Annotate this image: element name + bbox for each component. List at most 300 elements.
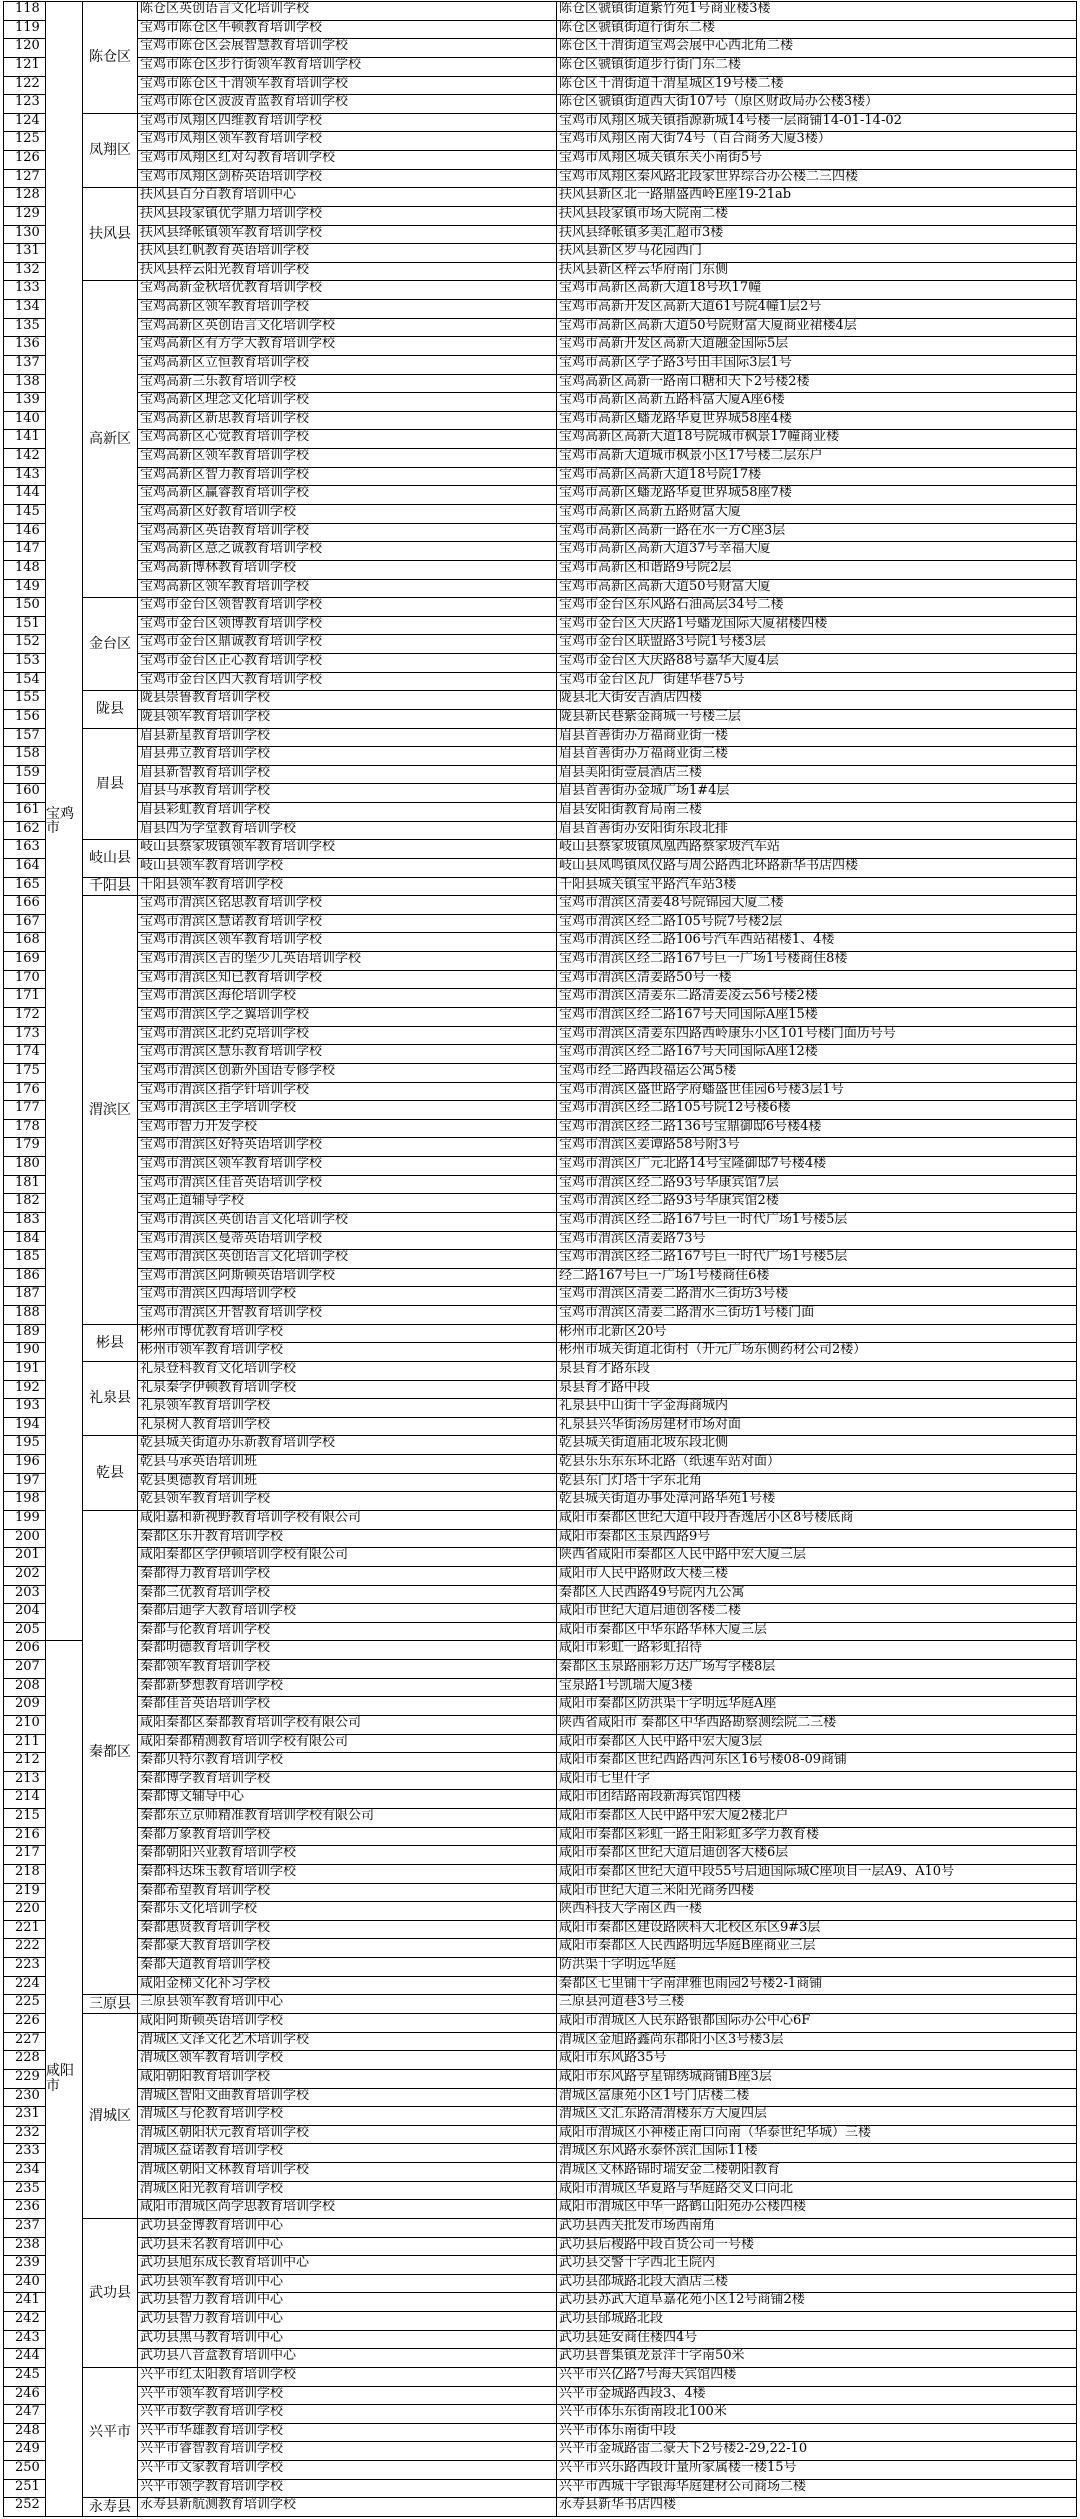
institution-address: 宝鸡市高新区高新大道18号玖17幢 <box>556 280 1077 300</box>
district-cell: 礼泉县 <box>82 1361 138 1437</box>
row-number: 166 <box>3 895 46 915</box>
row-number: 185 <box>3 1249 46 1269</box>
institution-address: 陈仓区千渭街道千渭星城区19号楼二楼 <box>556 76 1077 96</box>
row-number: 123 <box>3 94 46 114</box>
row-number: 135 <box>3 318 46 338</box>
institution-address: 宝鸡市凤翔区城关镇指源新城14号楼一层商铺14-01-14-02 <box>556 113 1077 133</box>
institution-address: 宝鸡市渭滨区清姜东二路清姜凌云56号楼2楼 <box>556 988 1077 1008</box>
institution-address: 武功县后稷路中段百货公司一号楼 <box>556 2237 1077 2257</box>
institution-name: 扶风县段家镇优学鼎力培训学校 <box>137 206 557 226</box>
institution-address: 宝鸡市渭滨区盛世路学府蟠盛世佳园6号楼3层1号 <box>556 1082 1077 1102</box>
institution-name: 扶风县梓云阳光教育培训学校 <box>137 262 557 282</box>
institution-address: 宝鸡市渭滨区广元北路14号宝隆御邸7号楼4楼 <box>556 1156 1077 1176</box>
row-number: 196 <box>3 1454 46 1474</box>
institution-address: 咸阳市秦都区彩虹一路王阳彩虹多学力教育楼 <box>556 1827 1077 1847</box>
district-cell: 永寿县 <box>82 2497 138 2517</box>
institution-name: 兴平市睿智教育培训学校 <box>137 2441 557 2461</box>
district-cell: 金台区 <box>82 597 138 691</box>
row-number: 245 <box>3 2367 46 2387</box>
row-number: 195 <box>3 1435 46 1455</box>
institution-address: 渭城区富康苑小区1号门店楼二楼 <box>556 2088 1077 2108</box>
row-number: 238 <box>3 2237 46 2257</box>
institution-address: 防洪渠十字明远华庭 <box>556 1957 1077 1977</box>
row-number: 178 <box>3 1119 46 1139</box>
institution-name: 宝鸡高新区立恒教育培训学校 <box>137 355 557 375</box>
institution-address: 眉县首善街办金城广场1#4层 <box>556 783 1077 803</box>
district-cell: 凤翔区 <box>82 113 138 189</box>
row-number: 252 <box>3 2497 46 2517</box>
institution-name: 宝鸡市渭滨区慧诺教育培训学校 <box>137 914 557 934</box>
row-number: 248 <box>3 2423 46 2443</box>
institution-address: 泉县育才路中段 <box>556 1380 1077 1400</box>
institution-name: 咸阳金梯文化补习学校 <box>137 1976 557 1996</box>
institution-address: 陇县新民巷紫金商城一号楼三层 <box>556 709 1077 729</box>
row-number: 208 <box>3 1678 46 1698</box>
row-number: 240 <box>3 2274 46 2294</box>
institution-address: 眉县首善街办万福商业街三楼 <box>556 746 1077 766</box>
row-number: 120 <box>3 38 46 58</box>
institution-name: 彬州市博优教育培训学校 <box>137 1324 557 1344</box>
institution-address: 宝鸡市高新区高新五路科富大厦A座6楼 <box>556 392 1077 412</box>
institution-name: 眉县新智教育培训学校 <box>137 765 557 785</box>
row-number: 213 <box>3 1771 46 1791</box>
institution-address: 宝鸡市渭滨区清姜48号院锦园大厦二楼 <box>556 895 1077 915</box>
institution-address: 宝鸡市渭滨区清姜二路渭水三街坊1号楼门面 <box>556 1305 1077 1325</box>
row-number: 227 <box>3 2032 46 2052</box>
institution-name: 宝鸡高新区新思教育培训学校 <box>137 411 557 431</box>
institution-name: 陇县领军教育培训学校 <box>137 709 557 729</box>
institution-address: 宝鸡市金台区大庆路88号嘉华大厦4层 <box>556 653 1077 673</box>
institution-name: 宝鸡市金台区正心教育培训学校 <box>137 653 557 673</box>
institution-address: 眉县美阳街壹晨酒店三楼 <box>556 765 1077 785</box>
institution-address: 咸阳市渭城区小神楼正南口向南（华泰世纪华城）三楼 <box>556 2125 1077 2145</box>
institution-address: 经二路167号巨一广场1号楼商住6楼 <box>556 1268 1077 1288</box>
institution-name: 武功县旭东成长教育培训中心 <box>137 2255 557 2275</box>
row-number: 194 <box>3 1417 46 1437</box>
institution-address: 岐山县蔡家坡镇凤凰西路蔡家坡汽车站 <box>556 839 1077 859</box>
institution-name: 宝鸡高新区领军教育培训学校 <box>137 299 557 319</box>
row-number: 127 <box>3 169 46 189</box>
row-number: 132 <box>3 262 46 282</box>
row-number: 162 <box>3 821 46 841</box>
row-number: 137 <box>3 355 46 375</box>
institution-address: 兴平市金城路西段3、4楼 <box>556 2386 1077 2406</box>
institution-address: 渭城区文汇东路清渭楼东方大厦四层 <box>556 2106 1077 2126</box>
row-number: 241 <box>3 2292 46 2312</box>
institution-address: 宝鸡市渭滨区清姜二路渭水三街坊3号楼 <box>556 1286 1077 1306</box>
row-number: 207 <box>3 1659 46 1679</box>
row-number: 146 <box>3 523 46 543</box>
district-cell: 渭滨区 <box>82 895 138 1324</box>
institution-name: 宝鸡市金台区领智教育培训学校 <box>137 597 557 617</box>
institution-address: 秦都区七里铺十字南津雅也雨园2号楼2-1商铺 <box>556 1976 1077 1996</box>
row-number: 211 <box>3 1734 46 1754</box>
row-number: 244 <box>3 2348 46 2368</box>
institution-name: 宝鸡高新区心觉教育培训学校 <box>137 429 557 449</box>
institution-name: 宝鸡市陈仓区步行街领军教育培训学校 <box>137 57 557 77</box>
institution-name: 武功县八音盒教育培训中心 <box>137 2348 557 2368</box>
institution-address: 彬州市北新区20号 <box>556 1324 1077 1344</box>
institution-name: 武功县智力教育培训中心 <box>137 2292 557 2312</box>
row-number: 250 <box>3 2460 46 2480</box>
row-number: 179 <box>3 1137 46 1157</box>
institution-name: 秦都贝特尔教育培训学校 <box>137 1752 557 1772</box>
institution-name: 渭城区文泽文化艺术培训学校 <box>137 2032 557 2052</box>
institution-address: 宝鸡市凤翔区秦风路北段家世界综合办公楼二三四楼 <box>556 169 1077 189</box>
institution-name: 宝鸡高新区领军教育培训学校 <box>137 579 557 599</box>
institution-name: 乾县城关街道办乐新教育培训学校 <box>137 1435 557 1455</box>
institution-address: 陕西省咸阳市 秦都区中华西路勘察测绘院二三楼 <box>556 1715 1077 1735</box>
row-number: 233 <box>3 2143 46 2163</box>
row-number: 143 <box>3 467 46 487</box>
institution-name: 宝鸡高新区智力教育培训学校 <box>137 467 557 487</box>
institution-address: 宝鸡市高新区高新五路财富大厦 <box>556 504 1077 524</box>
institution-address: 武功县延安商住楼四4号 <box>556 2330 1077 2350</box>
row-number: 163 <box>3 839 46 859</box>
institution-name: 宝鸡市渭滨区学之翼培训学校 <box>137 1007 557 1027</box>
institution-name: 秦都乐文化培训学校 <box>137 1901 557 1921</box>
institution-address: 宝鸡市渭滨区清姜路73号 <box>556 1231 1077 1251</box>
institution-address: 咸阳市秦都区世纪西路西河东区16号楼08-09商铺 <box>556 1752 1077 1772</box>
district-cell: 彬县 <box>82 1324 138 1362</box>
institution-address: 陕西省咸阳市秦都区人民中路中宏大厦三层 <box>556 1547 1077 1567</box>
institution-address: 三原县河道巷3号三楼 <box>556 1994 1077 2014</box>
institution-name: 宝鸡市渭滨区领军教育培训学校 <box>137 932 557 952</box>
institution-name: 宝鸡市陈仓区牛顿教育培训学校 <box>137 20 557 40</box>
institution-address: 武功县普集镇龙景洋十字南50米 <box>556 2348 1077 2368</box>
institution-name: 陈仓区英创语言文化培训学校 <box>137 1 557 21</box>
institution-name: 咸阳阿斯顿英语培训学校 <box>137 2013 557 2033</box>
institution-address: 宝泉路1号凯瑞大厦3楼 <box>556 1678 1077 1698</box>
institution-address: 兴平市兴亿路7号海天宾馆四楼 <box>556 2367 1077 2387</box>
institution-address: 宝鸡市高新大道城市枫景小区17号楼二层东户 <box>556 448 1077 468</box>
row-number: 191 <box>3 1361 46 1381</box>
row-number: 161 <box>3 802 46 822</box>
institution-address: 宝鸡市凤翔区南大街74号（百合商务大厦3楼） <box>556 131 1077 151</box>
institution-name: 宝鸡市渭滨区好特英语培训学校 <box>137 1137 557 1157</box>
row-number: 188 <box>3 1305 46 1325</box>
institution-address: 乾县乐乐东东环北路（纸速车站对面） <box>556 1454 1077 1474</box>
row-number: 150 <box>3 597 46 617</box>
institution-address: 眉县首善街办安阳街东段北排 <box>556 821 1077 841</box>
institution-name: 扶风县绛帐镇领军教育培训学校 <box>137 225 557 245</box>
institution-address: 咸阳市团结路南段新海宾馆四楼 <box>556 1789 1077 1809</box>
row-number: 222 <box>3 1938 46 1958</box>
institution-address: 陈仓区虢镇街道行街东二楼 <box>556 20 1077 40</box>
institution-address: 眉县首善街办万福商业街一楼 <box>556 728 1077 748</box>
institution-name: 陇县崇鲁教育培训学校 <box>137 690 557 710</box>
row-number: 186 <box>3 1268 46 1288</box>
institution-name: 永寿县新航测教育培训学校 <box>137 2497 557 2517</box>
row-number: 156 <box>3 709 46 729</box>
row-number: 199 <box>3 1510 46 1530</box>
institution-name: 渭城区领军教育培训学校 <box>137 2050 557 2070</box>
row-number: 173 <box>3 1026 46 1046</box>
institution-address: 陈仓区虢镇街道步行街门东二楼 <box>556 57 1077 77</box>
institution-address: 宝鸡市高新区高新大道50号院财富大厦商业裙楼4层 <box>556 318 1077 338</box>
institution-name: 秦都希望教育培训学校 <box>137 1883 557 1903</box>
row-number: 242 <box>3 2311 46 2331</box>
institution-address: 宝鸡市渭滨区清姜东四路西岭康乐小区101号楼门面历号号 <box>556 1026 1077 1046</box>
row-number: 187 <box>3 1286 46 1306</box>
row-number: 125 <box>3 131 46 151</box>
row-number: 235 <box>3 2181 46 2201</box>
row-number: 168 <box>3 932 46 952</box>
row-number: 170 <box>3 970 46 990</box>
institution-name: 宝鸡市渭滨区指学针培训学校 <box>137 1082 557 1102</box>
institution-name: 秦都得力教育培训学校 <box>137 1566 557 1586</box>
institution-address: 宝鸡市高新区高新大道50号财富大厦 <box>556 579 1077 599</box>
institution-address: 扶风县新区罗马花园西门 <box>556 243 1077 263</box>
institution-address: 武功县邰城路北段 <box>556 2311 1077 2331</box>
row-number: 118 <box>3 1 46 21</box>
row-number: 181 <box>3 1175 46 1195</box>
institution-name: 兴平市红太阳教育培训学校 <box>137 2367 557 2387</box>
row-number: 122 <box>3 76 46 96</box>
institution-address: 千阳县城关镇宝平路汽车站3楼 <box>556 877 1077 897</box>
institution-address: 宝鸡市高新开发区高新大道61号院4幢1层2号 <box>556 299 1077 319</box>
institution-name: 宝鸡市凤翔区领军教育培训学校 <box>137 131 557 151</box>
institution-name: 宝鸡市渭滨区北约克培训学校 <box>137 1026 557 1046</box>
row-number: 226 <box>3 2013 46 2033</box>
institution-address: 咸阳市秦都区世纪大道中段55号启迪国际城C座项目一层A9、A10号 <box>556 1864 1077 1884</box>
institution-name: 眉县四为学堂教育培训学校 <box>137 821 557 841</box>
institution-name: 千阳县领军教育培训学校 <box>137 877 557 897</box>
institution-address: 宝鸡市凤翔区城关镇东关小南街5号 <box>556 150 1077 170</box>
institution-name: 兴平市文家教育培训学校 <box>137 2460 557 2480</box>
institution-address: 礼泉县中山街十字金海商城内 <box>556 1398 1077 1418</box>
institution-address: 咸阳市秦都区中华东路华林大厦三层 <box>556 1622 1077 1642</box>
institution-name: 秦都朝阳兴业教育培训学校 <box>137 1845 557 1865</box>
row-number: 140 <box>3 411 46 431</box>
institution-name: 三原县领军教育培训中心 <box>137 1994 557 2014</box>
institution-address: 咸阳市彩虹一路彩虹招待 <box>556 1640 1077 1660</box>
institution-name: 兴平市数学教育培训学校 <box>137 2404 557 2424</box>
institution-address: 乾县城关街道庙北坡东段北侧 <box>556 1435 1077 1455</box>
row-number: 121 <box>3 57 46 77</box>
row-number: 171 <box>3 988 46 1008</box>
institution-address: 宝鸡市渭滨区经二路167号巨一时代广场1号楼5层 <box>556 1212 1077 1232</box>
institution-address: 宝鸡市渭滨区经二路167号天同国际A座15楼 <box>556 1007 1077 1027</box>
institution-name: 咸阳市渭城区尚学思教育培训学校 <box>137 2199 557 2219</box>
institution-address: 渭城区文林路锦时瑞安金二楼朝阳教育 <box>556 2162 1077 2182</box>
institution-address: 咸阳市渭城区华夏路与华庭路交叉口向北 <box>556 2181 1077 2201</box>
institution-address: 扶风县新区北一路鼎盛西岭E座19-21ab <box>556 187 1077 207</box>
institution-address: 扶风县绛帐镇多美汇超市3楼 <box>556 225 1077 245</box>
institution-address: 乾县东门灯塔十字东北角 <box>556 1473 1077 1493</box>
institution-name: 礼泉树人教育培训学校 <box>137 1417 557 1437</box>
institution-name: 宝鸡正道辅导学校 <box>137 1193 557 1213</box>
institution-address: 宝鸡市渭滨区姜谭路58号附3号 <box>556 1137 1077 1157</box>
institution-address: 渭城区东风路永泰怀滨汇国际11楼 <box>556 2143 1077 2163</box>
institution-name: 礼泉秦学伊顿教育培训学校 <box>137 1380 557 1400</box>
row-number: 243 <box>3 2330 46 2350</box>
institution-name: 宝鸡市渭滨区铭思教育培训学校 <box>137 895 557 915</box>
institution-name: 渭城区益诺教育培训学校 <box>137 2143 557 2163</box>
row-number: 230 <box>3 2088 46 2108</box>
institution-name: 秦都天道教育培训学校 <box>137 1957 557 1977</box>
institution-address: 宝鸡市渭滨区经二路136号宝鼎御邸6号楼4楼 <box>556 1119 1077 1139</box>
city-cell: 宝鸡市 <box>45 1 83 1641</box>
institution-name: 宝鸡市金台区四大教育培训学校 <box>137 672 557 692</box>
institution-name: 宝鸡高新区领军教育培训学校 <box>137 448 557 468</box>
institution-name: 宝鸡高新三乐教育培训学校 <box>137 374 557 394</box>
institution-address: 兴平市体乐南街中段 <box>556 2423 1077 2443</box>
row-number: 119 <box>3 20 46 40</box>
institution-address: 陈仓区虢镇街道西大街107号（原区财政局办公楼3楼） <box>556 94 1077 114</box>
institution-name: 宝鸡市渭滨区知已教育培训学校 <box>137 970 557 990</box>
row-number: 228 <box>3 2050 46 2070</box>
row-number: 251 <box>3 2479 46 2499</box>
row-number: 214 <box>3 1789 46 1809</box>
institution-address: 彬州市城关街道北街村（开元广场东侧药材公司2楼） <box>556 1342 1077 1362</box>
institution-address: 宝鸡高新区高新大道18号院城市枫景17幢商业楼 <box>556 429 1077 449</box>
institution-name: 武功县金博教育培训中心 <box>137 2218 557 2238</box>
row-number: 192 <box>3 1380 46 1400</box>
institution-address: 咸阳市秦都区玉泉西路9号 <box>556 1529 1077 1549</box>
institution-name: 宝鸡市凤翔区四维教育培训学校 <box>137 113 557 133</box>
institution-name: 武功县未名教育培训中心 <box>137 2237 557 2257</box>
row-number: 236 <box>3 2199 46 2219</box>
institution-name: 秦都明德教育培训学校 <box>137 1640 557 1660</box>
row-number: 136 <box>3 336 46 356</box>
row-number: 224 <box>3 1976 46 1996</box>
institution-name: 秦都领军教育培训学校 <box>137 1659 557 1679</box>
row-number: 203 <box>3 1585 46 1605</box>
row-number: 223 <box>3 1957 46 1977</box>
row-number: 155 <box>3 690 46 710</box>
row-number: 133 <box>3 280 46 300</box>
institution-name: 宝鸡市智力开发学校 <box>137 1119 557 1139</box>
district-cell: 千阳县 <box>82 877 138 897</box>
institution-name: 宝鸡市陈仓区会展智慧教育培训学校 <box>137 38 557 58</box>
row-number: 219 <box>3 1883 46 1903</box>
row-number: 153 <box>3 653 46 673</box>
institution-name: 宝鸡高新区英语教育培训学校 <box>137 523 557 543</box>
institution-address: 兴平市兴乐路西段计量所家属楼一楼15号 <box>556 2460 1077 2480</box>
institution-address: 宝鸡市渭滨区经二路167号巨一时代广场1号楼5层 <box>556 1249 1077 1269</box>
row-number: 231 <box>3 2106 46 2126</box>
row-number: 204 <box>3 1603 46 1623</box>
row-number: 217 <box>3 1845 46 1865</box>
institution-address: 咸阳市人民中路财政大楼三楼 <box>556 1566 1077 1586</box>
institution-name: 宝鸡高新区赢睿教育培训学校 <box>137 485 557 505</box>
institution-address: 咸阳市东风路35号 <box>556 2050 1077 2070</box>
institution-address: 咸阳市七里什字 <box>556 1771 1077 1791</box>
row-number: 169 <box>3 951 46 971</box>
row-number: 124 <box>3 113 46 133</box>
institution-name: 宝鸡市渭滨区慧乐教育培训学校 <box>137 1044 557 1064</box>
institution-address: 乾县城关街道办事处漳河路华苑1号楼 <box>556 1491 1077 1511</box>
row-number: 145 <box>3 504 46 524</box>
institution-address: 兴平市体乐东街南段北100米 <box>556 2404 1077 2424</box>
institution-address: 渭城区金旭路鑫尚东郡阳小区3号楼3层 <box>556 2032 1077 2052</box>
institution-name: 咸阳秦都精测教育培训学校有限公司 <box>137 1734 557 1754</box>
row-number: 157 <box>3 728 46 748</box>
institution-name: 宝鸡市渭滨区英创语言文化培训学校 <box>137 1212 557 1232</box>
row-number: 130 <box>3 225 46 245</box>
row-number: 216 <box>3 1827 46 1847</box>
row-number: 175 <box>3 1063 46 1083</box>
district-cell: 眉县 <box>82 728 138 841</box>
institution-address: 武功县西关批发市场西南角 <box>556 2218 1077 2238</box>
institution-address: 咸阳市世纪大道三米阳光商务四楼 <box>556 1883 1077 1903</box>
row-number: 184 <box>3 1231 46 1251</box>
institution-address: 宝鸡市高新区高新大道18号院17楼 <box>556 467 1077 487</box>
row-number: 193 <box>3 1398 46 1418</box>
institution-name: 宝鸡市渭滨区海伦培训学校 <box>137 988 557 1008</box>
institution-address: 咸阳市世纪大道启迪创客楼二楼 <box>556 1603 1077 1623</box>
institution-name: 宝鸡高新区好教育培训学校 <box>137 504 557 524</box>
row-number: 149 <box>3 579 46 599</box>
institution-address: 陕西科技大学南区西一楼 <box>556 1901 1077 1921</box>
institution-address: 陇县北大街安吉酒店四楼 <box>556 690 1077 710</box>
institution-name: 岐山县领军教育培训学校 <box>137 858 557 878</box>
row-number: 126 <box>3 150 46 170</box>
district-cell: 渭城区 <box>82 2013 138 2219</box>
institution-name: 宝鸡高新区理念文化培训学校 <box>137 392 557 412</box>
institution-address: 咸阳市秦都区世纪大道中段丹香逸居小区8号楼底商 <box>556 1510 1077 1530</box>
institution-address: 宝鸡市金台区瓦厂街建华巷75号 <box>556 672 1077 692</box>
row-number: 151 <box>3 616 46 636</box>
institution-name: 宝鸡市渭滨区英创语言文化培训学校 <box>137 1249 557 1269</box>
row-number: 239 <box>3 2255 46 2275</box>
institution-name: 宝鸡市渭滨区佳音英语培训学校 <box>137 1175 557 1195</box>
institution-name: 秦都万象教育培训学校 <box>137 1827 557 1847</box>
institution-name: 秦都博学教育培训学校 <box>137 1771 557 1791</box>
institution-name: 咸阳朝阳教育培训学校 <box>137 2069 557 2089</box>
institution-name: 秦都博文辅导中心 <box>137 1789 557 1809</box>
institution-name: 扶风县红帆教育英语培训学校 <box>137 243 557 263</box>
institution-name: 咸阳嘉和新视野教育培训学校有限公司 <box>137 1510 557 1530</box>
institution-address: 宝鸡市高新区蟠龙路华夏世界城58座7楼 <box>556 485 1077 505</box>
institution-name: 渭城区与伦教育培训学校 <box>137 2106 557 2126</box>
district-cell: 扶风县 <box>82 187 138 281</box>
institution-name: 咸阳秦都区学伊顿培训学校有限公司 <box>137 1547 557 1567</box>
institution-address: 岐山县凤鸣镇凤仪路与周公路西北环路新华书店四楼 <box>556 858 1077 878</box>
district-cell: 陈仓区 <box>82 1 138 114</box>
row-number: 201 <box>3 1547 46 1567</box>
row-number: 212 <box>3 1752 46 1772</box>
row-number: 148 <box>3 560 46 580</box>
institution-name: 武功县智力教育培训中心 <box>137 2311 557 2331</box>
row-number: 177 <box>3 1100 46 1120</box>
institution-name: 宝鸡市渭滨区四海培训学校 <box>137 1286 557 1306</box>
institution-name: 兴平市领学教育培训学校 <box>137 2479 557 2499</box>
institution-address: 宝鸡市高新开发区高新大道融金国际5层 <box>556 336 1077 356</box>
institution-name: 秦都与伦教育培训学校 <box>137 1622 557 1642</box>
institution-address: 陈仓区虢镇街道紫竹苑1号商业楼3楼 <box>556 1 1077 21</box>
institution-name: 眉县马承教育培训学校 <box>137 783 557 803</box>
institution-name: 宝鸡市凤翔区剑桥英语培训学校 <box>137 169 557 189</box>
district-cell: 武功县 <box>82 2218 138 2368</box>
institution-name: 宝鸡高新区意之诚教育培训学校 <box>137 541 557 561</box>
institution-name: 宝鸡市金台区领博教育培训学校 <box>137 616 557 636</box>
row-number: 237 <box>3 2218 46 2238</box>
row-number: 209 <box>3 1696 46 1716</box>
institution-name: 乾县马承英语培训班 <box>137 1454 557 1474</box>
row-number: 190 <box>3 1342 46 1362</box>
district-cell: 岐山县 <box>82 839 138 877</box>
institution-address: 泉县育才路东段 <box>556 1361 1077 1381</box>
row-number: 147 <box>3 541 46 561</box>
institution-name: 宝鸡高新博林教育培训学校 <box>137 560 557 580</box>
institution-name: 渭城区朝阳状元教育培训学校 <box>137 2125 557 2145</box>
row-number: 183 <box>3 1212 46 1232</box>
institution-address: 眉县安阳街教育局南三楼 <box>556 802 1077 822</box>
institution-name: 乾县奥德教育培训班 <box>137 1473 557 1493</box>
institution-name: 秦都科达珠玉教育培训学校 <box>137 1864 557 1884</box>
